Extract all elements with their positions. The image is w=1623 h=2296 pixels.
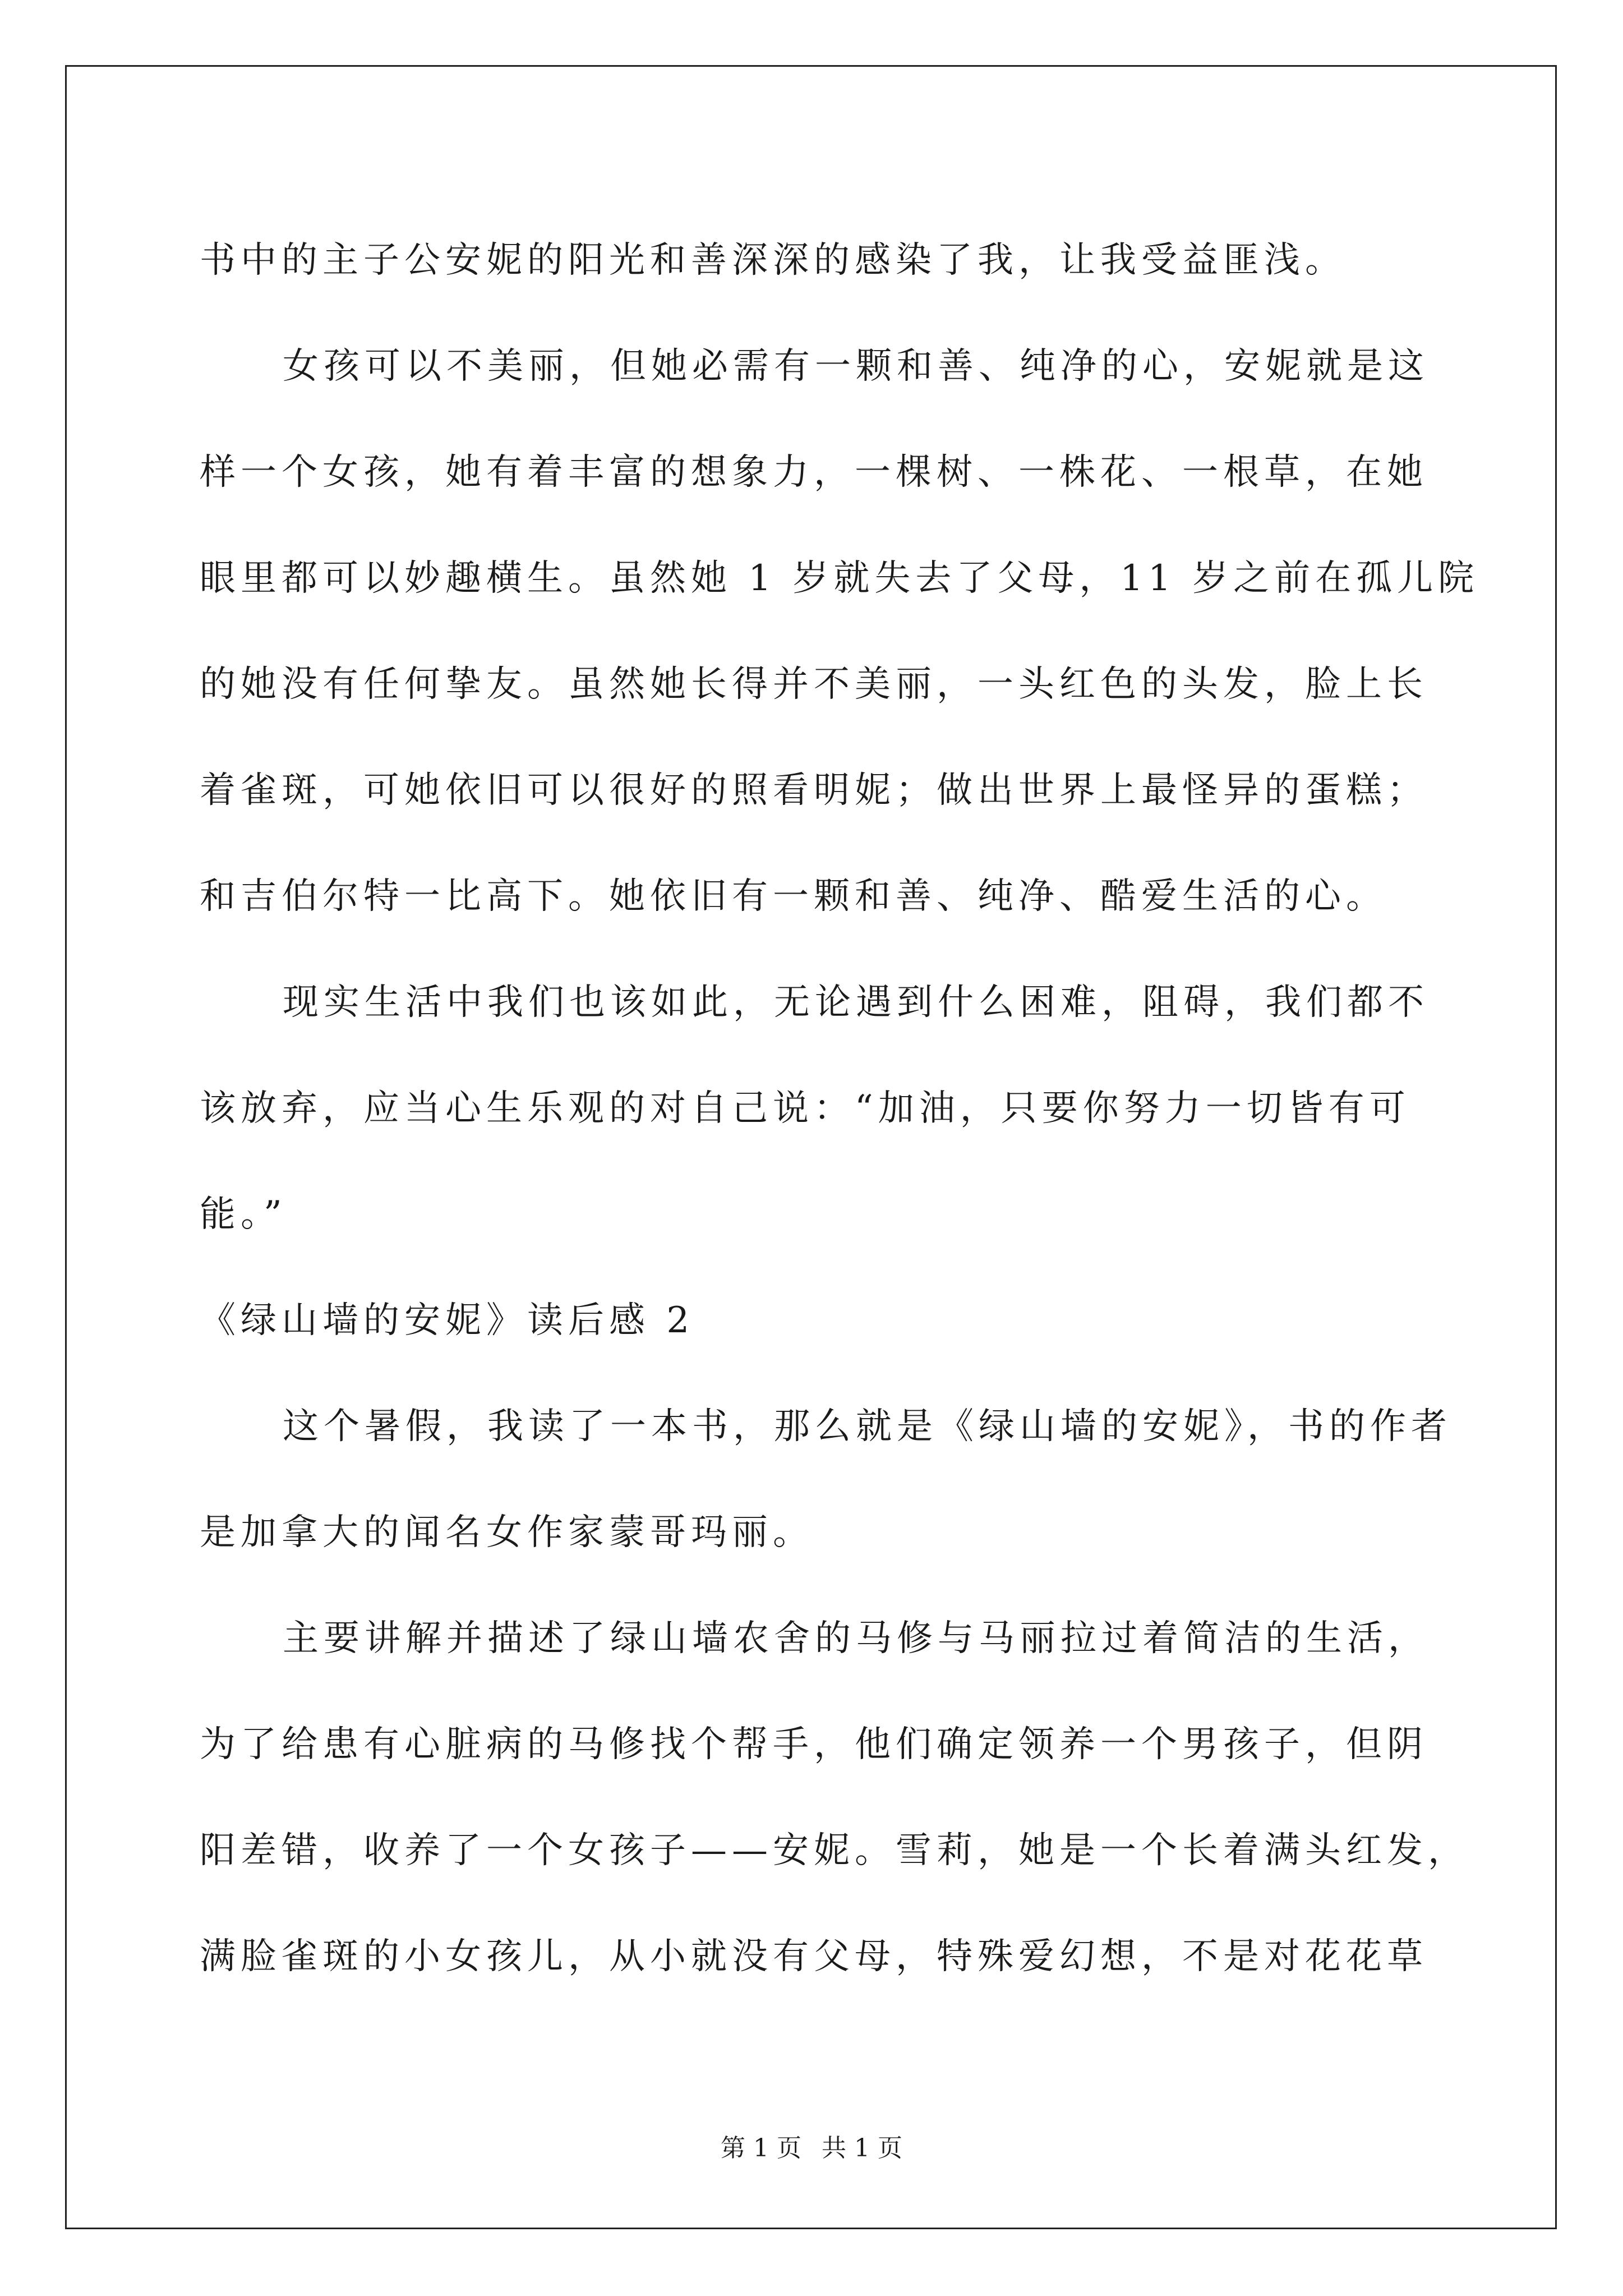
text-line: 能。” [200,1194,287,1235]
document-body [200,208,1479,2010]
text-line: 阳差错，收养了一个女孩子——安妮。雪莉，她是一个长着满头红发， [200,1830,1469,1871]
text-line: 这个暑假，我读了一本书，那么就是《绿山墙的安妮》，书的作者 [283,1406,1452,1447]
text-line: 样一个女孩，她有着丰富的想象力，一棵树、一株花、一根草，在她 [200,452,1428,493]
page-total: 共 1 页 [822,2134,902,2162]
page-number: 第 1 页 [721,2134,801,2162]
text-line: 该放弃，应当心生乐观的对自己说：“加油，只要你努力一切皆有可 [200,1088,1410,1129]
text-line: 书中的主子公安妮的阳光和善深深的感染了我，让我受益匪浅。 [200,240,1346,281]
text-line: 为了给患有心脏病的马修找个帮手，他们确定领养一个男孩子，但阴 [200,1724,1428,1765]
text-line: 现实生活中我们也该如此，无论遇到什么困难，阻碍，我们都不 [283,982,1429,1023]
text-line: 主要讲解并描述了绿山墙农舍的马修与马丽拉过着简洁的生活， [283,1618,1429,1659]
text-line: 和吉伯尔特一比高下。她依旧有一颗和善、纯净、酷爱生活的心。 [200,876,1387,917]
text-line: 眼里都可以妙趣横生。虽然她 1 岁就失去了父母，11 岁之前在孤儿院 [200,558,1479,599]
text-line: 女孩可以不美丽，但她必需有一颗和善、纯净的心，安妮就是这 [283,346,1429,387]
text-line: 是加拿大的闻名女作家蒙哥玛丽。 [200,1512,814,1553]
text-line: 的她没有任何挚友。虽然她长得并不美丽，一头红色的头发，脸上长 [200,664,1428,705]
text-line: 着雀斑，可她依旧可以很好的照看明妮；做出世界上最怪异的蛋糕； [200,770,1428,811]
text-line: 满脸雀斑的小女孩儿，从小就没有父母，特殊爱幻想，不是对花花草 [200,1936,1428,1977]
page-footer [0,2132,1623,2165]
section-heading: 《绿山墙的安妮》读后感 2 [200,1300,695,1341]
